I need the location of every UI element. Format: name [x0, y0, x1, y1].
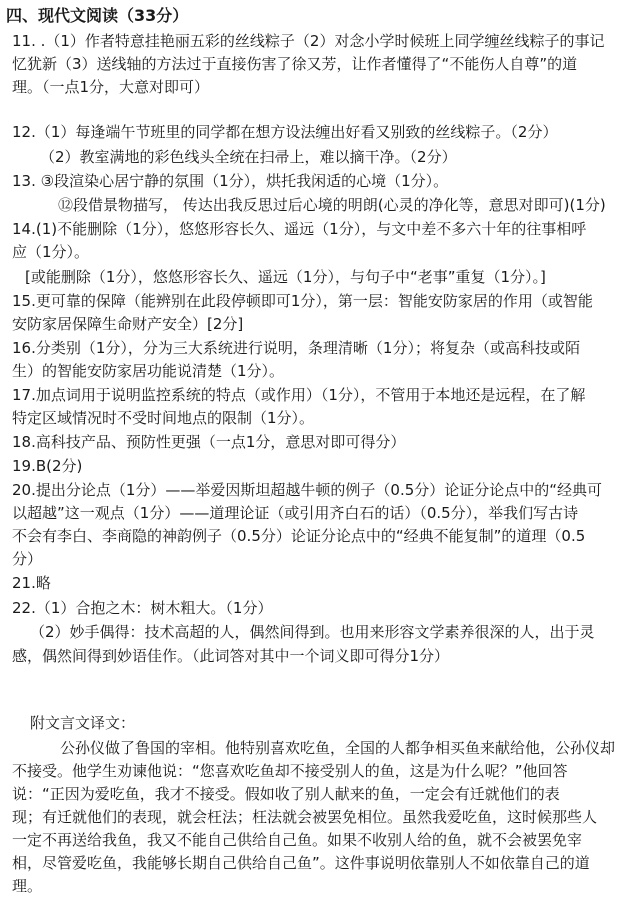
- answer-13-line-2: ⑫段借景物描写， 传达出我反思过后心境的明朗(心灵的净化等，意思对即可)(1分): [58, 196, 606, 214]
- answer-16-line-1: 16.分类别（1分），分为三大系统进行说明，条理清晰（1分）；将复杂（或高科技或陌: [12, 339, 580, 357]
- answer-15-line-2: 安防家居保障生命财产安全）[2分]: [12, 315, 244, 333]
- answer-15-line-1: 15.更可靠的保障（能辨别在此段停顿即可1分），第一层：智能安防家居的作用（或智能: [12, 292, 593, 310]
- answer-14-line-2: 应（1分）。: [12, 243, 90, 261]
- translation-title: 附文言文译文：: [30, 714, 136, 732]
- answer-22-line-3: 感，偶然间得到妙语佳作。（此词答对其中一个词义即可得分1分）: [12, 647, 450, 665]
- answer-20-line-2: 以超越”这一观点（1分）——道理论证（或引用齐白石的话）（0.5分），举我们写古诗: [12, 504, 579, 522]
- answer-16-line-2: 生）的智能安防家居功能说清楚（1分）。: [12, 362, 285, 380]
- translation-line-4: 现；有迁就他们的表现，就会枉法；枉法就会被罢免相位。虽然我爱吃鱼，这时候那些人: [12, 808, 598, 826]
- answer-20-line-3: 不会有李白、李商隐的神韵例子（0.5分）论证分论点中的“经典不能复制”的道理（0.5: [12, 527, 586, 545]
- answer-19: 19.B(2分): [12, 457, 83, 475]
- section-title: 四、现代文阅读（33分）: [6, 6, 189, 25]
- translation-line-1: 公孙仪做了鲁国的宰相。他特别喜欢吃鱼，全国的人都争相买鱼来献给他，公孙仪却: [60, 739, 616, 757]
- answer-17-line-2: 特定区域情况时不受时间地点的限制（1分）。: [12, 409, 315, 427]
- answer-21: 21.略: [12, 574, 51, 592]
- answer-12-line-1: 12.（1）每逢端午节班里的同学都在想方设法缠出好看又别致的丝线粽子。（2分）: [12, 123, 558, 141]
- answer-12-line-2: （2）教室满地的彩色线头全统在扫帚上，难以摘干净。（2分）: [40, 148, 457, 166]
- answer-20-line-4: 分）: [12, 550, 43, 568]
- answer-11-line-2: 忆犹新（3）送线轴的方法过于直接伤害了徐又芳，让作者懂得了“不能伤人自尊”的道: [12, 55, 578, 73]
- translation-line-7: 理。: [12, 877, 43, 895]
- translation-line-5: 一定不再送给我鱼，我又不能自己供给自己鱼。如果不收别人给的鱼，就不会被罢免宰: [12, 831, 583, 849]
- answer-20-line-1: 20.提出分论点（1分）——举爱因斯坦超越牛顿的例子（0.5分）论证分论点中的“经典可: [12, 481, 603, 499]
- answer-18: 18.高科技产品、预防性更强（一点1分，意思对即可得分）: [12, 433, 406, 451]
- answer-14-line-3: [或能删除（1分），悠悠形容长久、遥远（1分），与句子中“老事”重复（1分）。]: [25, 268, 546, 286]
- answer-14-line-1: 14.(1)不能删除（1分），悠悠形容长久、遥远（1分），与文中差不多六十年的往事相呼: [12, 220, 587, 238]
- answer-11-line-1: 11. .（1）作者特意挂艳丽五彩的丝线粽子（2）对念小学时候班上同学缠丝线粽子的事记: [12, 32, 605, 50]
- answer-17-line-1: 17.加点词用于说明监控系统的特点（或作用）（1分），不管用于本地还是远程，在了解: [12, 386, 586, 404]
- answer-11-line-3: 理。（一点1分，大意对即可）: [12, 78, 210, 96]
- translation-line-3: 说：“正因为爱吃鱼，我才不接受。假如收了别人献来的鱼，一定会有迁就他们的表: [12, 785, 560, 803]
- answer-22-line-2: （2）妙手偶得：技术高超的人，偶然间得到。也用来形容文学素养很深的人，出于灵: [30, 623, 595, 641]
- answer-22-line-1: 22.（1）合抱之木：树木粗大。（1分）: [12, 599, 273, 617]
- translation-line-6: 相，尽管爱吃鱼，我能够长期自己供给自己鱼”。这件事说明依靠别人不如依靠自己的道: [12, 854, 590, 872]
- answer-13-line-1: 13. ③段渲染心居宁静的氛围（1分），烘托我闲适的心境（1分）。: [12, 172, 449, 190]
- translation-line-2: 不接受。他学生劝谏他说：“您喜欢吃鱼却不接受别人的鱼，这是为什么呢？”他回答: [12, 762, 568, 780]
